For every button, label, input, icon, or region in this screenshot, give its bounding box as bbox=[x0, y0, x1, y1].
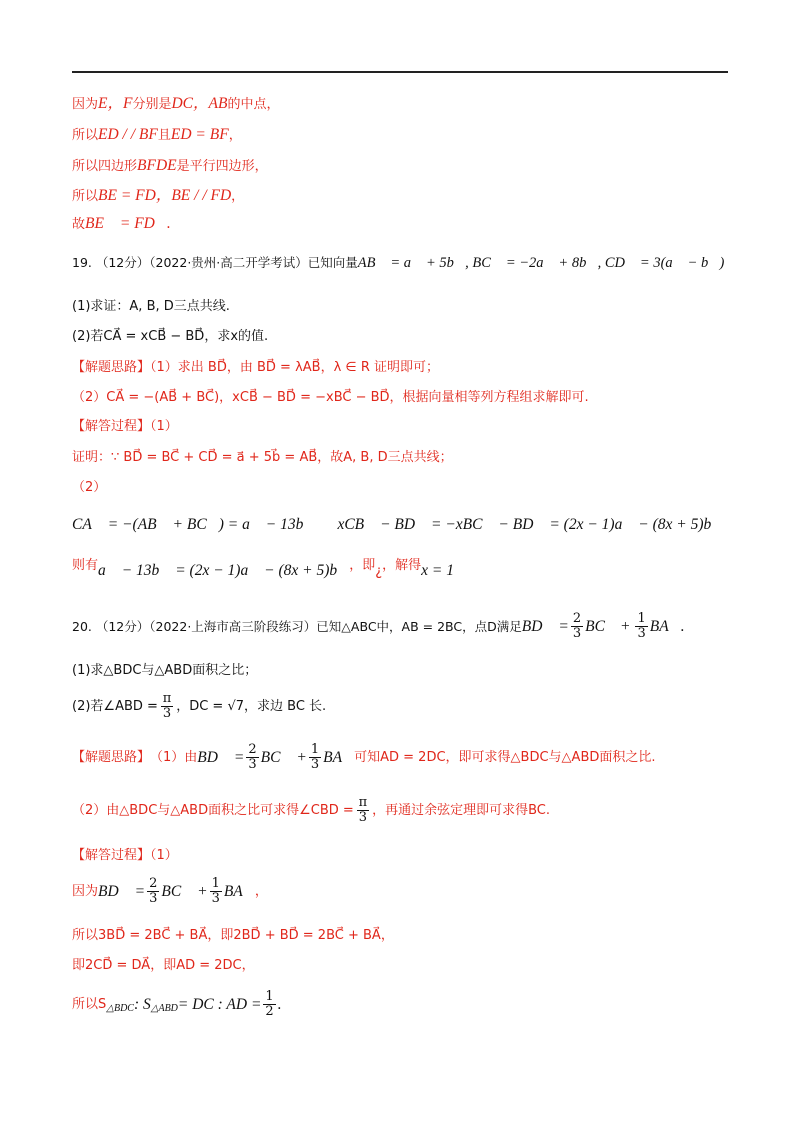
hint-text: （2）CA⃗ = −(AB⃗ + BC⃗)，xCB⃗ − BD⃗ = −xBC⃗ − BD⃗，根据向量相等列方程组求解即可. bbox=[72, 390, 589, 405]
numerator: π bbox=[162, 691, 172, 706]
line-1 bbox=[72, 94, 732, 115]
math: DC，AB bbox=[171, 95, 228, 112]
line-5 bbox=[72, 214, 732, 235]
text: ¿ bbox=[375, 564, 383, 579]
numerator: π bbox=[358, 795, 368, 810]
text: 的中点， bbox=[227, 97, 280, 112]
fraction bbox=[246, 743, 258, 772]
math: = DC : AD = bbox=[177, 995, 262, 1013]
problem-20-q1 bbox=[72, 660, 732, 681]
math: E，F bbox=[98, 95, 133, 112]
text: 故 bbox=[72, 217, 86, 232]
numerator: 1 bbox=[637, 611, 646, 626]
question-2: (2)若CA⃗ = xCB⃗ − BD⃗，求x的值. bbox=[72, 329, 269, 344]
denominator: 3 bbox=[310, 757, 320, 772]
denominator: 3 bbox=[358, 810, 368, 825]
math: BA⃗. bbox=[649, 617, 685, 635]
question-1: (1)求△BDC与△ABD面积之比； bbox=[72, 663, 258, 678]
problem-19-part2 bbox=[72, 477, 732, 498]
solution-tag: 【解答过程】 bbox=[72, 848, 151, 863]
text: 所以 bbox=[72, 128, 99, 143]
text: 因为 bbox=[72, 97, 99, 112]
subscript: △ABD bbox=[150, 1002, 178, 1014]
math: BFDE bbox=[137, 157, 177, 174]
header-rule bbox=[72, 71, 728, 73]
given-vectors: AB⃗ = a⃗ + 5b⃗, BC⃗ = −2a⃗ + 8b⃗, CD⃗ = 3(a⃗ − b⃗) bbox=[357, 255, 725, 271]
text: 分别是 bbox=[132, 97, 172, 112]
part-label: （2） bbox=[72, 480, 107, 495]
hint-text: （1）求出 BD⃗，由 BD⃗ = λAB⃗，λ ∈ R 证明即可； bbox=[150, 360, 440, 375]
problem-19-hint2 bbox=[72, 387, 732, 408]
text: 即2CD⃗ = DA⃗，即AD = 2DC， bbox=[72, 958, 255, 973]
denominator: 3 bbox=[572, 626, 582, 641]
problem-20-hint1: 【解题思路】 （1）由 BD⃗ = $\frac{2}{3}$ BC⃗ + $\frac{1}{3}$ BA⃗ 可知AD = 2DC，即可求得△BDC与△ABD面积之比. bbox=[72, 742, 656, 772]
math: BD⃗ = bbox=[521, 617, 569, 635]
text: 且 bbox=[157, 128, 171, 143]
problem-19-hint1 bbox=[72, 357, 732, 378]
numerator: 2 bbox=[248, 742, 257, 757]
question-2: (2)若∠ABD = bbox=[72, 698, 158, 714]
text: ， bbox=[231, 189, 245, 204]
line-3 bbox=[72, 156, 732, 177]
text: ， bbox=[254, 883, 268, 899]
fraction bbox=[635, 612, 647, 641]
text: ，解得 bbox=[382, 558, 422, 573]
equation: CA⃗ = −(AB⃗ + BC⃗) = a⃗ − 13b⃗ bbox=[72, 516, 316, 533]
solution-tag: 【解答过程】 bbox=[72, 419, 151, 434]
math: ED / / BF bbox=[98, 126, 158, 143]
hint-text: （1）由 bbox=[150, 749, 198, 765]
problem-20-step4 bbox=[72, 990, 732, 1019]
problem-header-text: 20. （12分）（2022·上海市高三阶段练习）已知△ABC中，AB = 2BC，点D满足 bbox=[72, 618, 522, 634]
denominator: 3 bbox=[162, 706, 172, 721]
answer: x = 1 bbox=[421, 562, 454, 579]
problem-20-hint2 bbox=[72, 796, 732, 825]
denominator: 3 bbox=[248, 757, 257, 772]
numerator: 1 bbox=[211, 876, 220, 891]
math: BE⃗ = FD⃗. bbox=[85, 215, 171, 232]
hint-tag: 【解题思路】 bbox=[72, 749, 151, 765]
equation: xCB⃗ − BD⃗ = −xBC⃗ − BD⃗ = (2x − 1)a⃗ − (8x + 5)b⃗ bbox=[337, 516, 724, 533]
hint-text: 可知AD = 2DC，即可求得△BDC与△ABD面积之比. bbox=[354, 749, 656, 765]
denominator: 3 bbox=[211, 891, 220, 906]
numerator: 1 bbox=[265, 989, 274, 1004]
fraction bbox=[161, 692, 173, 721]
problem-19-solution-tag bbox=[72, 416, 732, 437]
math: BE = FD，BE / / FD bbox=[98, 187, 232, 204]
problem-20-step3 bbox=[72, 955, 732, 976]
problem-19-q1 bbox=[72, 296, 732, 317]
text: 所以四边形 bbox=[72, 159, 138, 174]
problem-header-text: 19. （12分）（2022·贵州·高二开学考试）已知向量 bbox=[72, 255, 358, 270]
problem-19-conclusion bbox=[72, 558, 732, 582]
problem-19-header bbox=[72, 253, 732, 273]
problem-19-eqs bbox=[72, 515, 732, 535]
text: ， bbox=[228, 128, 242, 143]
text: ，即 bbox=[349, 558, 376, 573]
line-4 bbox=[72, 186, 732, 207]
problem-20-step2 bbox=[72, 925, 732, 946]
math: BC⃗ bbox=[585, 617, 617, 635]
proof-text: 证明：∵ BD⃗ = BC⃗ + CD⃗ = a⃗ + 5b⃗ = AB⃗，故A, B, D三点共线； bbox=[72, 450, 453, 465]
hint-text: ，再通过余弦定理即可求得BC. bbox=[372, 802, 550, 818]
text: 所以 bbox=[72, 189, 99, 204]
numerator: 1 bbox=[310, 742, 320, 757]
question-2-tail: ，DC = √7，求边 BC 长. bbox=[176, 698, 327, 714]
math: . bbox=[277, 995, 282, 1013]
numerator: 2 bbox=[572, 611, 582, 626]
text: 因为 bbox=[72, 883, 99, 899]
text: 所以3BD⃗ = 2BC⃗ + BA⃗，即2BD⃗ + BD⃗ = 2BC⃗ + BA⃗， bbox=[72, 928, 394, 943]
equation: a⃗ − 13b⃗ = (2x − 1)a⃗ − (8x + 5)b⃗ bbox=[98, 562, 350, 579]
problem-20-solution-tag bbox=[72, 845, 732, 866]
text: 则有 bbox=[72, 558, 99, 573]
fraction bbox=[147, 877, 159, 906]
question-1: (1)求证：A, B, D三点共线. bbox=[72, 299, 230, 314]
hint-text: （2）由△BDC与△ABD面积之比可求得∠CBD = bbox=[72, 802, 354, 818]
line-2 bbox=[72, 125, 732, 146]
math: : S bbox=[133, 995, 151, 1013]
part-label: （1） bbox=[150, 848, 178, 863]
problem-19-q2 bbox=[72, 326, 732, 347]
text: 是平行四边形， bbox=[176, 159, 268, 174]
text: 所以S bbox=[72, 996, 107, 1012]
fraction bbox=[357, 796, 369, 825]
fraction bbox=[210, 877, 222, 906]
fraction bbox=[571, 612, 583, 641]
numerator: 2 bbox=[149, 876, 158, 891]
subscript: △BDC bbox=[106, 1002, 134, 1014]
problem-20-step1: 因为 BD⃗ = $\frac{2}{3}$ BC⃗ + $\frac{1}{3}$ BA⃗ ， bbox=[72, 876, 268, 906]
hint-tag: 【解题思路】 bbox=[72, 360, 151, 375]
fraction bbox=[309, 743, 321, 772]
denominator: 2 bbox=[265, 1004, 274, 1019]
denominator: 3 bbox=[637, 626, 646, 641]
problem-20-header: 20. （12分）（2022·上海市高三阶段练习）已知△ABC中，AB = 2BC，点D满足 BD⃗ = $\frac{2}{3}$ BC⃗ + $\frac{1}{3}$ BA⃗. bbox=[72, 611, 685, 641]
problem-20-q2 bbox=[72, 692, 732, 721]
part-label: （1） bbox=[150, 419, 178, 434]
fraction bbox=[263, 990, 275, 1019]
denominator: 3 bbox=[149, 891, 158, 906]
problem-19-proof bbox=[72, 447, 732, 468]
math: ED = BF bbox=[170, 126, 229, 143]
